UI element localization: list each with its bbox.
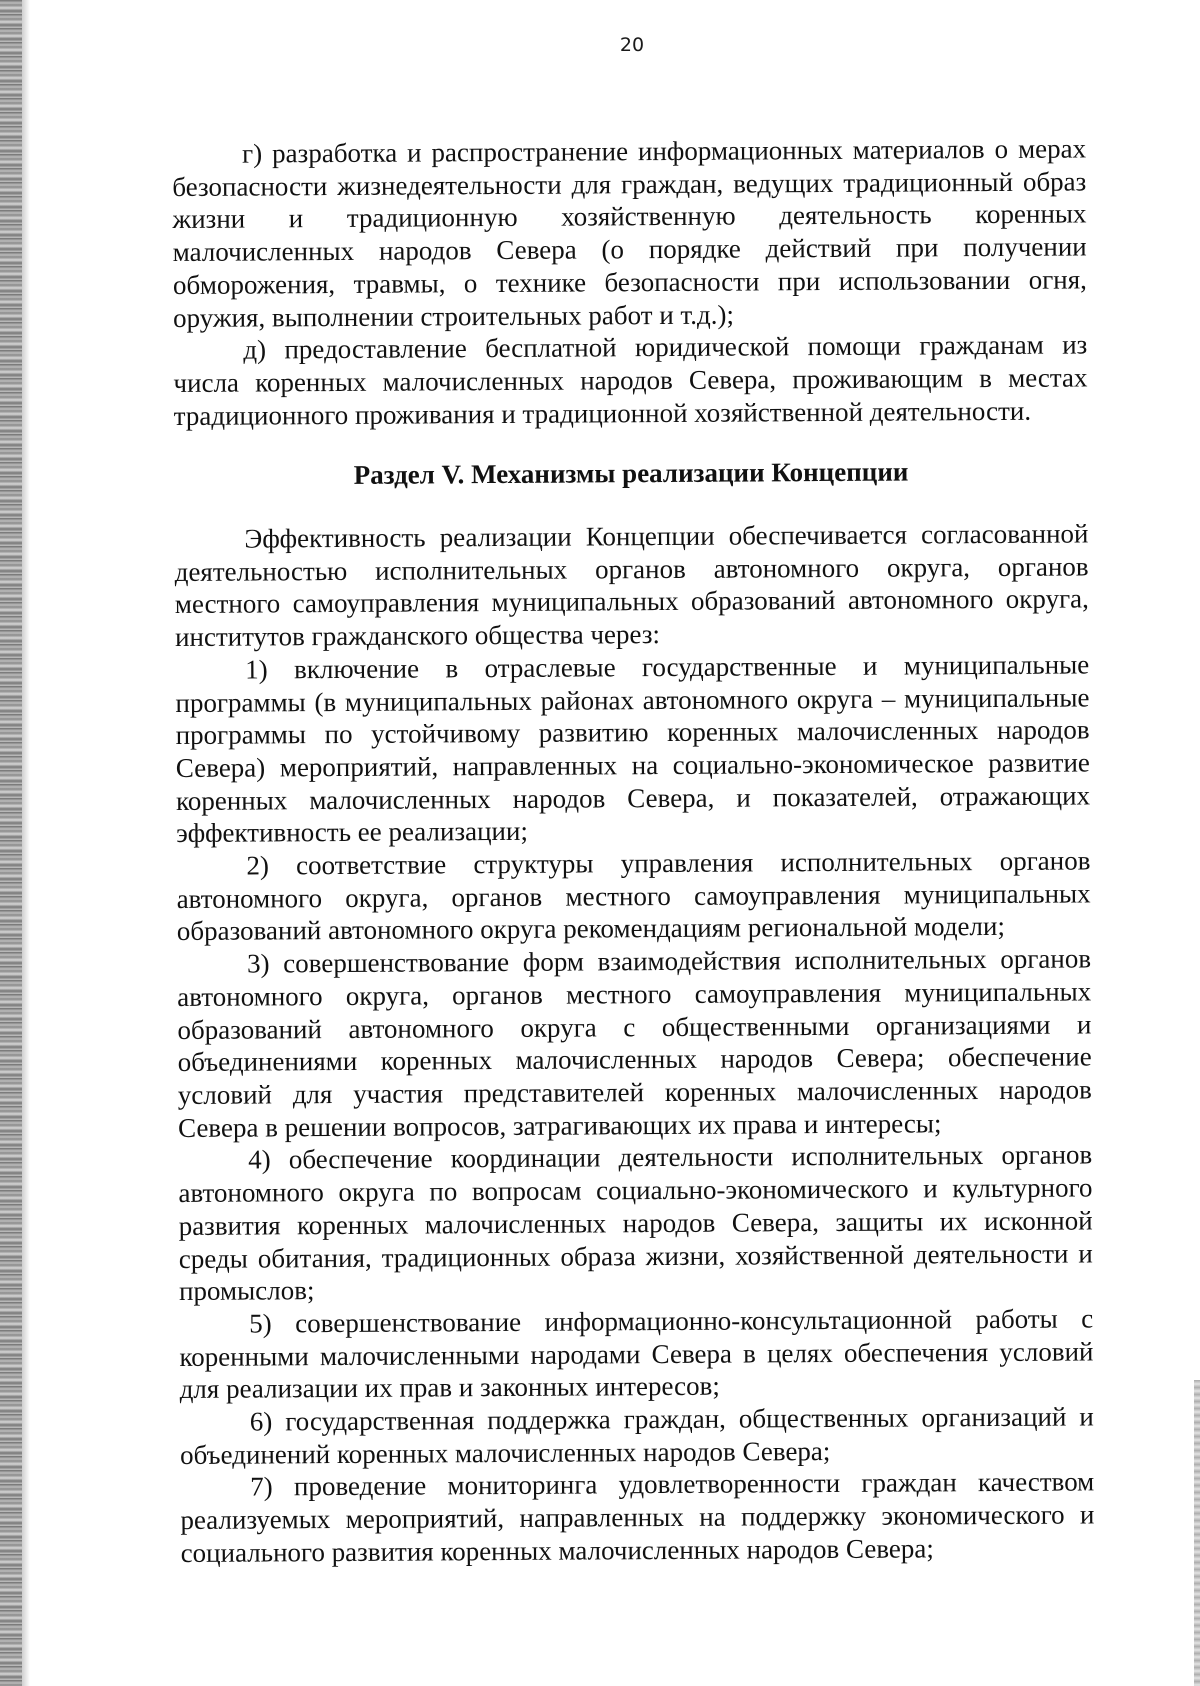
- paragraph-g: г) разработка и распространение информационных материалов о мерах безопасности жизнедеятельности для граждан, ведущих традиционный образ жизни и традиционную хозяйственную деятельность коренных малочисленных народов Севера (о порядке действий при получении обморожения, травмы, о технике безопасности при использовании огня, оружия, выполнении строительных работ и т.д.);: [172, 133, 1087, 333]
- paragraph-intro: Эффективность реализации Концепции обеспечивается согласованной деятельностью исполнительных органов автономного округа, органов местного самоуправления муниципальных образований автономного округа, институтов гражданского общества через:: [174, 518, 1089, 653]
- list-item-3: 3) совершенствование форм взаимодействия исполнительных органов автономного округа, органов местного самоуправления муниципальных образований автономного округа с общественными организациями и объединениями коренных малочисленных народов Севера; обеспечение условий для участия представителей коренных малочисленных народов Севера в решении вопросов, затрагивающих их права и интересы;: [177, 943, 1092, 1143]
- scan-edge-shadow: [22, 0, 30, 1686]
- scan-right-edge: [1194, 1380, 1200, 1686]
- list-item-7: 7) проведение мониторинга удовлетворенности граждан качеством реализуемых мероприятий, направленных на поддержку экономического и социального развития коренных малочисленных народов Севера;: [180, 1466, 1095, 1568]
- document-body: [172, 132, 1095, 1569]
- list-item-2: 2) соответствие структуры управления исполнительных органов автономного округа, органов местного самоуправления муниципальных образований автономного округа рекомендациям региональной модели;: [176, 845, 1091, 947]
- list-item-6: 6) государственная поддержка граждан, общественных организаций и объединений коренных малочисленных народов Севера;: [179, 1401, 1094, 1470]
- page-number: 20: [619, 34, 645, 56]
- scan-binding-edge: [0, 0, 22, 1686]
- paragraph-d: д) предоставление бесплатной юридической помощи гражданам из числа коренных малочисленных народов Севера, проживающим в местах традиционного проживания и традиционной хозяйственной деятельности.: [173, 329, 1088, 431]
- list-item-1: 1) включение в отраслевые государственные и муниципальные программы (в муниципальных районах автономного округа – муниципальные программы по устойчивому развитию коренных малочисленных народов Севера) мероприятий, направленных на социально-экономическое развитие коренных малочисленных народов Севера, и показателей, отражающих эффективность ее реализации;: [175, 649, 1091, 849]
- list-item-4: 4) обеспечение координации деятельности исполнительных органов автономного округа по вопросам социально-экономического и культурного развития коренных малочисленных народов Севера, защиты их исконной среды обитания, традиционных образа жизни, хозяйственной деятельности и промыслов;: [178, 1139, 1093, 1307]
- list-item-5: 5) совершенствование информационно-консультационной работы с коренными малочисленными народами Севера в целях обеспечения условий для реализации их прав и законных интересов;: [179, 1303, 1094, 1405]
- section-heading: Раздел V. Механизмы реализации Концепции: [353, 456, 909, 491]
